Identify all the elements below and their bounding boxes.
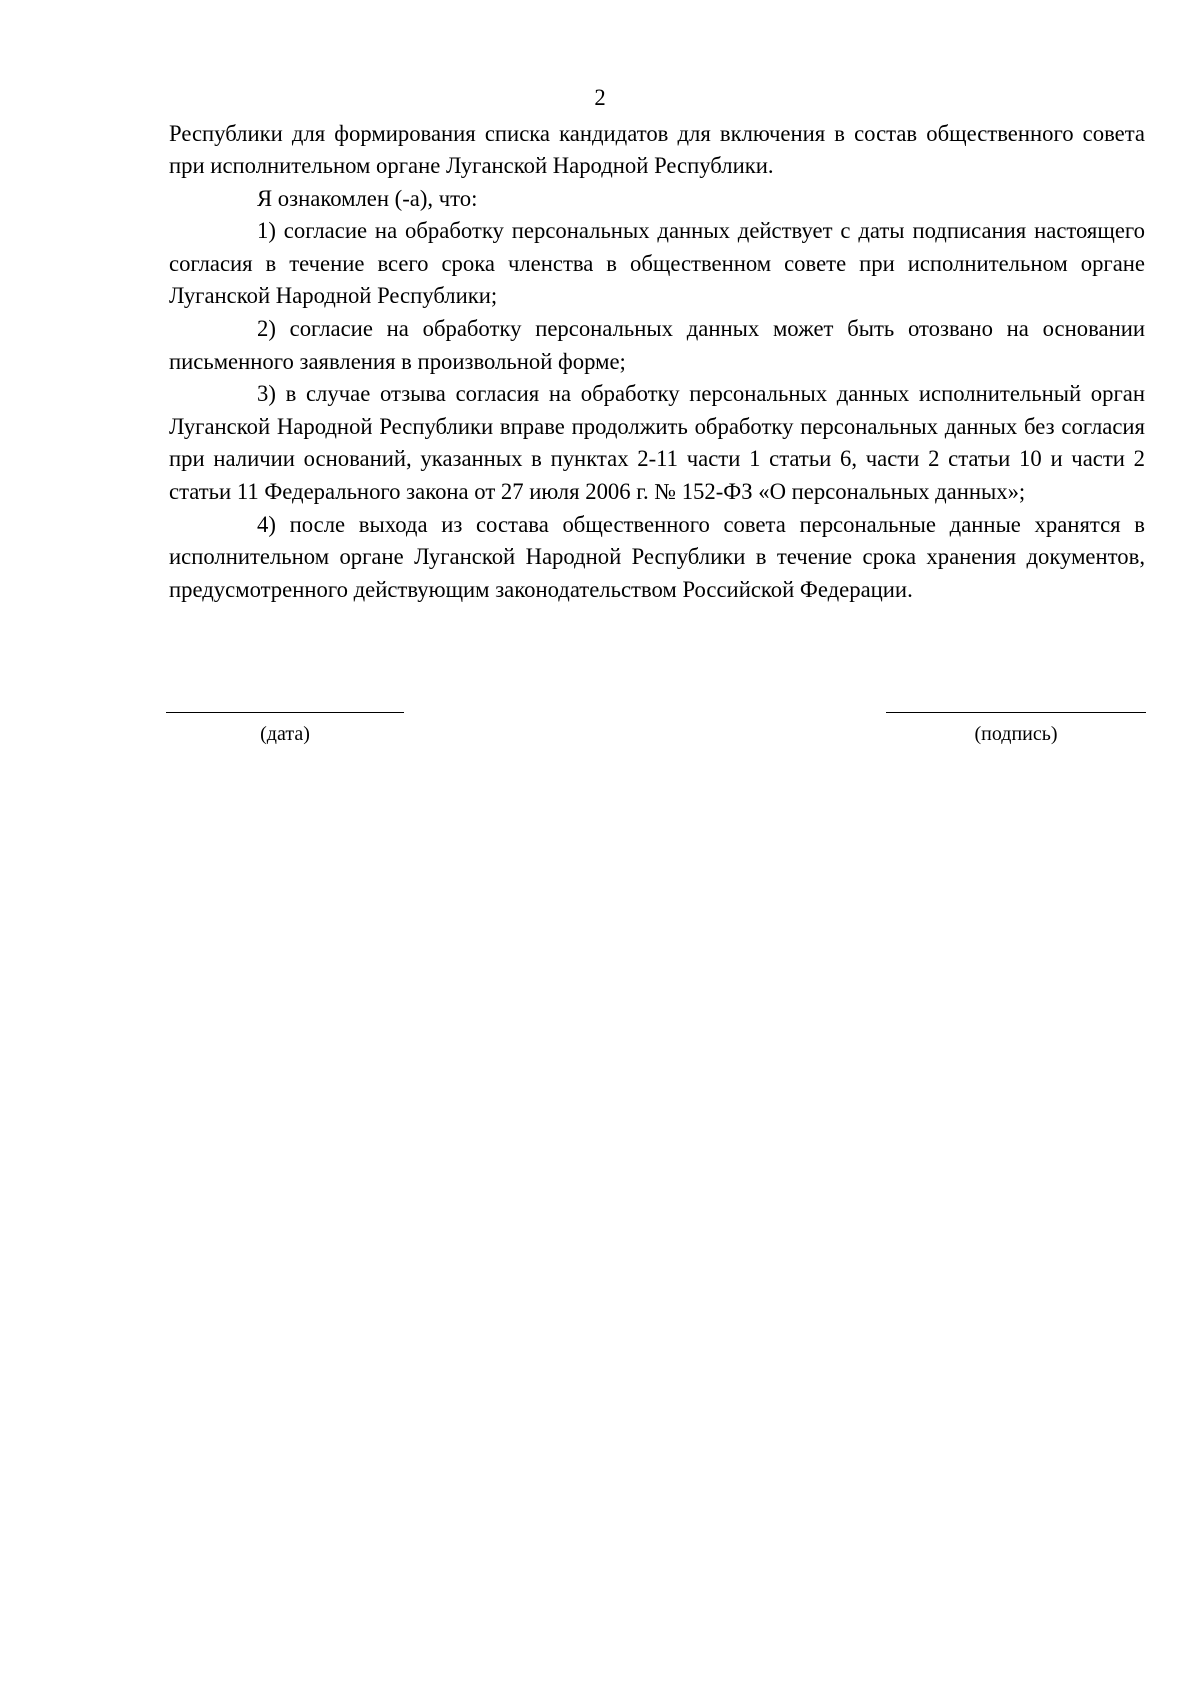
document-body <box>169 118 1145 607</box>
signature-line <box>886 712 1146 713</box>
signature-label: (подпись) <box>974 723 1058 745</box>
paragraph-acknowledgement: Я ознакомлен (-а), что: <box>257 185 478 211</box>
paragraph-continuation: Республики для формирования списка кандидатов для включения в состав общественного совета при исполнительном органе Луганской Народной Республики. <box>169 120 1145 179</box>
paragraph-item-4: 4) после выхода из состава общественного совета персональные данные хранятся в исполнительном органе Луганской Народной Республики в течение срока хранения документов, предусмотренного действующим законодательством Российской Федерации. <box>169 511 1145 602</box>
date-signature-line <box>166 712 404 713</box>
paragraph-item-3: 3) в случае отзыва согласия на обработку персональных данных исполнительный орган Луганской Народной Республики вправе продолжить обработку персональных данных без согласия при наличии оснований, указанных в пунктах 2-11 части 1 статьи 6, части 2 статьи 10 и части 2 статьи 11 Федерального закона от 27 июля 2006 г. № 152-ФЗ «О персональных данных»; <box>169 381 1145 505</box>
paragraph-item-2: 2) согласие на обработку персональных данных может быть отозвано на основании письменного заявления в произвольной форме; <box>169 316 1145 374</box>
paragraph-item-1: 1) согласие на обработку персональных данных действует с даты подписания настоящего согласия в течение всего срока членства в общественном совете при исполнительном органе Луганской Народной Республики; <box>169 218 1145 309</box>
date-label: (дата) <box>260 723 310 745</box>
page-number: 2 <box>594 85 606 110</box>
